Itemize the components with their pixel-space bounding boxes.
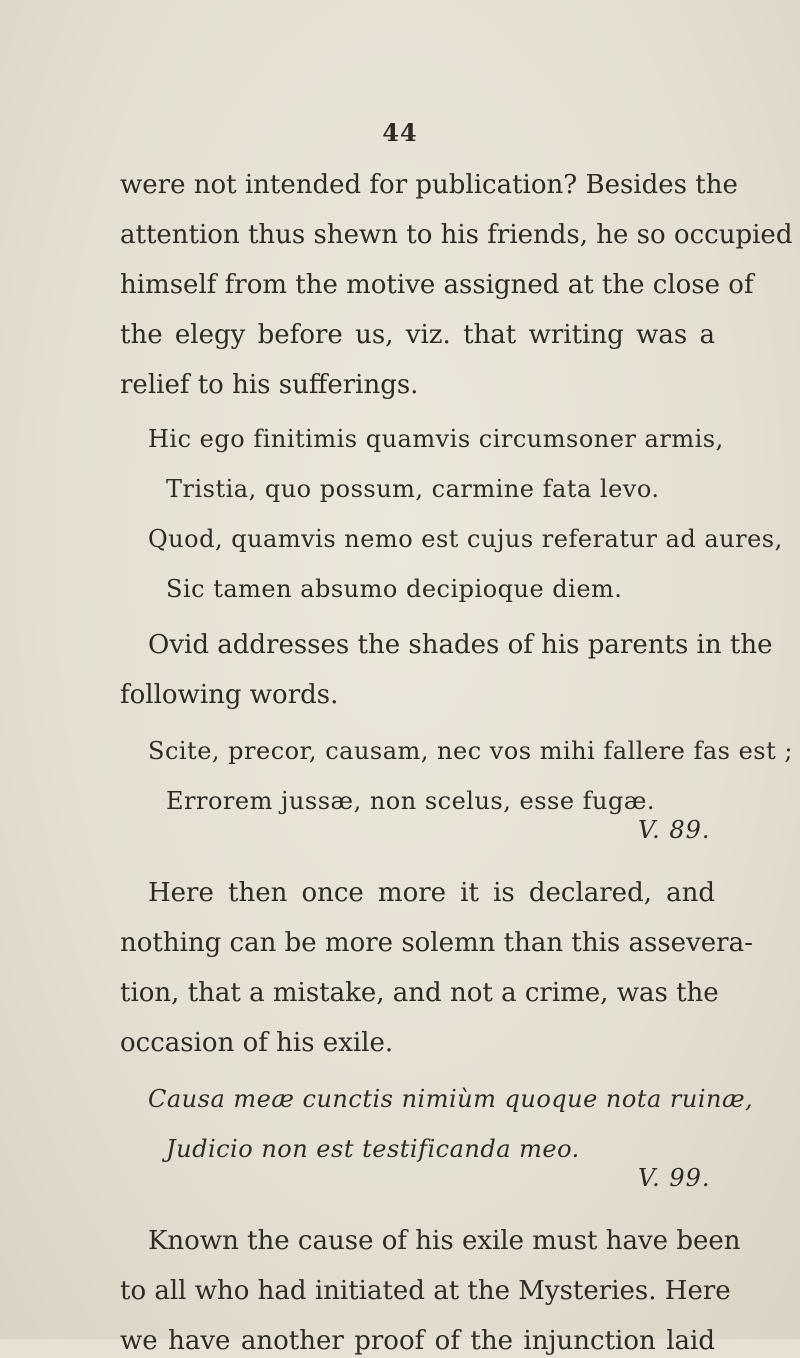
verse-line: Tristia, quo possum, carmine fata levo. (166, 475, 660, 503)
text-line: nothing can be more solemn than this assevera- (120, 928, 753, 958)
text-line: to all who had initiated at the Mysteries. Here (120, 1276, 731, 1306)
text-line: Known the cause of his exile must have been (148, 1226, 741, 1256)
verse-line: Hic ego finitimis quamvis circumsoner armis, (148, 425, 724, 453)
text-line: tion, that a mistake, and not a crime, was the (120, 978, 719, 1008)
text-line: Here then once more it is declared, and (148, 878, 715, 908)
text-line: himself from the motive assigned at the close of (120, 270, 754, 300)
text-line: the elegy before us, viz. that writing was a (120, 320, 715, 350)
text-line: occasion of his exile. (120, 1028, 394, 1058)
text-line: following words. (120, 680, 339, 710)
verse-reference: V. 89. (638, 816, 711, 844)
text-line: attention thus shewn to his friends, he so occupied (120, 220, 793, 250)
page-number: 44 (382, 118, 418, 147)
text-line: we have another proof of the injunction laid (120, 1326, 715, 1356)
verse-line: Errorem jussæ, non scelus, esse fugæ. (166, 787, 656, 815)
verse-reference: V. 99. (638, 1164, 711, 1192)
text-line: were not intended for publication? Besides the (120, 170, 738, 200)
verse-line: Judicio non est testificanda meo. (166, 1135, 580, 1163)
text-line: Ovid addresses the shades of his parents in the (148, 630, 773, 660)
verse-line: Scite, precor, causam, nec vos mihi fallere fas est ; (148, 737, 793, 765)
verse-line: Causa meæ cunctis nimiùm quoque nota ruinæ, (148, 1085, 754, 1113)
verse-line: Sic tamen absumo decipioque diem. (166, 575, 623, 603)
verse-line: Quod, quamvis nemo est cujus referatur ad aures, (148, 525, 783, 553)
text-line: relief to his sufferings. (120, 370, 419, 400)
